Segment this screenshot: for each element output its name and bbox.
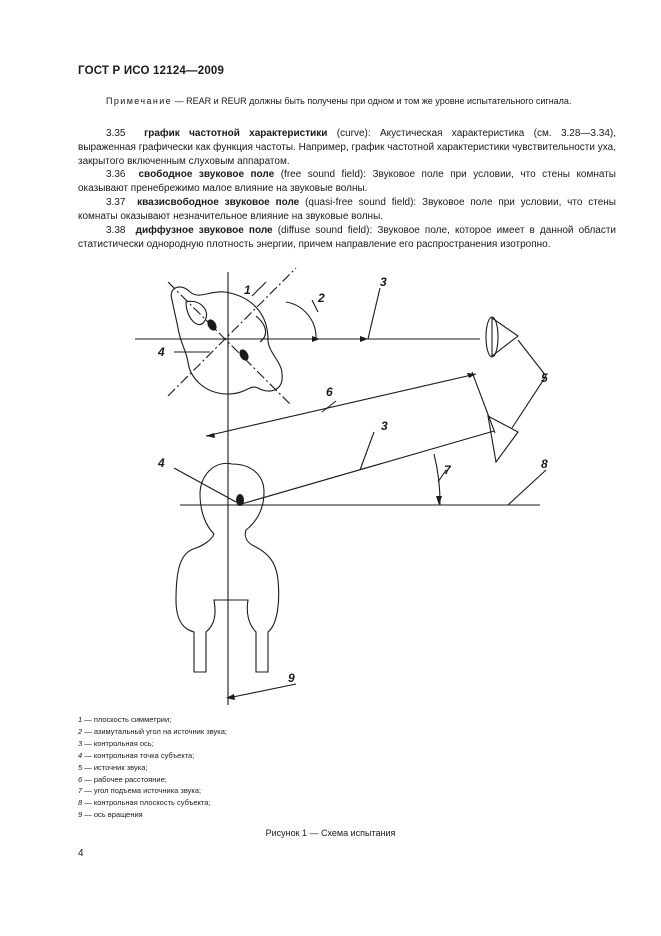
definition: (quasi-free sound field): Звуковое поле при условии, что стены комнаты оказывают незначительное влияние на звуковые волны. bbox=[78, 197, 616, 222]
figure-label-9: 9 bbox=[288, 671, 295, 685]
loudspeaker-side-body bbox=[488, 416, 518, 462]
loudspeaker-top-body bbox=[492, 318, 518, 356]
speaker-face-line bbox=[472, 372, 495, 433]
figure-label-2: 2 bbox=[318, 291, 325, 305]
term: диффузное звуковое поле bbox=[135, 225, 273, 236]
figure-label-5: 5 bbox=[541, 371, 548, 385]
note-lead: Примечание bbox=[106, 96, 173, 106]
figure-legend bbox=[78, 714, 227, 821]
legend-item: 1 — плоскость симметрии; bbox=[78, 715, 172, 724]
rotation-axis-leader bbox=[228, 684, 296, 698]
arrow-elevation bbox=[436, 496, 442, 505]
azimuth-arc bbox=[286, 302, 316, 339]
figure-label-6: 6 bbox=[326, 385, 333, 399]
paragraph-number: 3.37 bbox=[106, 197, 126, 208]
leader-8 bbox=[508, 470, 546, 505]
head-diagonal-a bbox=[168, 282, 290, 404]
leader-1 bbox=[252, 282, 266, 296]
document-header: ГОСТ Р ИСО 12124—2009 bbox=[78, 65, 225, 77]
leader-3-top bbox=[368, 288, 380, 339]
term: квазисвободное звуковое поле bbox=[137, 197, 300, 208]
figure-label-4-side: 4 bbox=[158, 456, 165, 470]
reference-axis-side bbox=[238, 431, 494, 505]
figure-label-3-side: 3 bbox=[381, 419, 388, 433]
legend-item: 9 — ось вращения bbox=[78, 810, 143, 820]
legend-item: 4 — контрольная точка субъекта; bbox=[78, 750, 195, 760]
legend-item: 8 — контрольная плоскость субъекта; bbox=[78, 798, 211, 808]
ear-marker-side bbox=[236, 494, 244, 506]
paragraph-number: 3.36 bbox=[106, 169, 126, 180]
definition: (free sound field): Звуковое поле при условии, что стены комнаты оказывают пренебрежимо малое влияние на звуковые волны. bbox=[78, 169, 616, 194]
leader-3-side bbox=[360, 432, 374, 470]
legend-item: 3 — контрольная ось; bbox=[78, 738, 154, 748]
arrow-axis-top bbox=[360, 336, 368, 342]
head-outline-top bbox=[171, 287, 282, 394]
legend-item: 6 — рабочее расстояние; bbox=[78, 774, 167, 784]
leader-4-side bbox=[174, 468, 236, 502]
arrow-rotation bbox=[226, 694, 235, 700]
legend-item: 7 — угол подъема источника звука; bbox=[78, 786, 202, 796]
figure-label-4-top: 4 bbox=[158, 345, 165, 359]
distance-line-6 bbox=[206, 374, 476, 436]
legend-item: 2 — азимутальный угол на источник звука; bbox=[78, 726, 227, 736]
note-text: — REAR и REUR должны быть получены при одном и том же уровне испытательного сигнала. bbox=[172, 96, 572, 106]
figure-label-3-top: 3 bbox=[380, 275, 387, 289]
head-diagonal-b bbox=[168, 268, 296, 396]
legend-item: 5 — источник звука; bbox=[78, 762, 148, 772]
term: свободное звуковое поле bbox=[138, 169, 275, 180]
page-number: 4 bbox=[78, 848, 84, 859]
definition: (diffuse sound field): Звуковое поле, которое имеет в данной области статистически однородную плотность энергии, причем направление его распространения изотропно. bbox=[78, 225, 617, 250]
figure-label-7: 7 bbox=[444, 463, 451, 477]
definition: (curve): Акустическая характеристика (см. 3.28—3.34), выраженная графически как функция частоты. Например, график частотной характеристики чувствительности уха, закрытого включенным слуховым аппаратом. bbox=[78, 128, 616, 167]
arrow-distance-start bbox=[206, 433, 215, 438]
paragraph-number: 3.35 bbox=[106, 128, 126, 139]
ear-outline-top bbox=[186, 301, 207, 324]
paragraph-number: 3.38 bbox=[106, 225, 126, 236]
figure-caption: Рисунок 1 — Схема испытания bbox=[265, 828, 396, 838]
term: график частотной характеристики bbox=[144, 128, 328, 139]
ear-marker-right bbox=[238, 348, 251, 362]
figure-label-1: 1 bbox=[244, 283, 251, 297]
figure-label-8: 8 bbox=[541, 457, 548, 471]
subject-body-side bbox=[176, 463, 279, 672]
